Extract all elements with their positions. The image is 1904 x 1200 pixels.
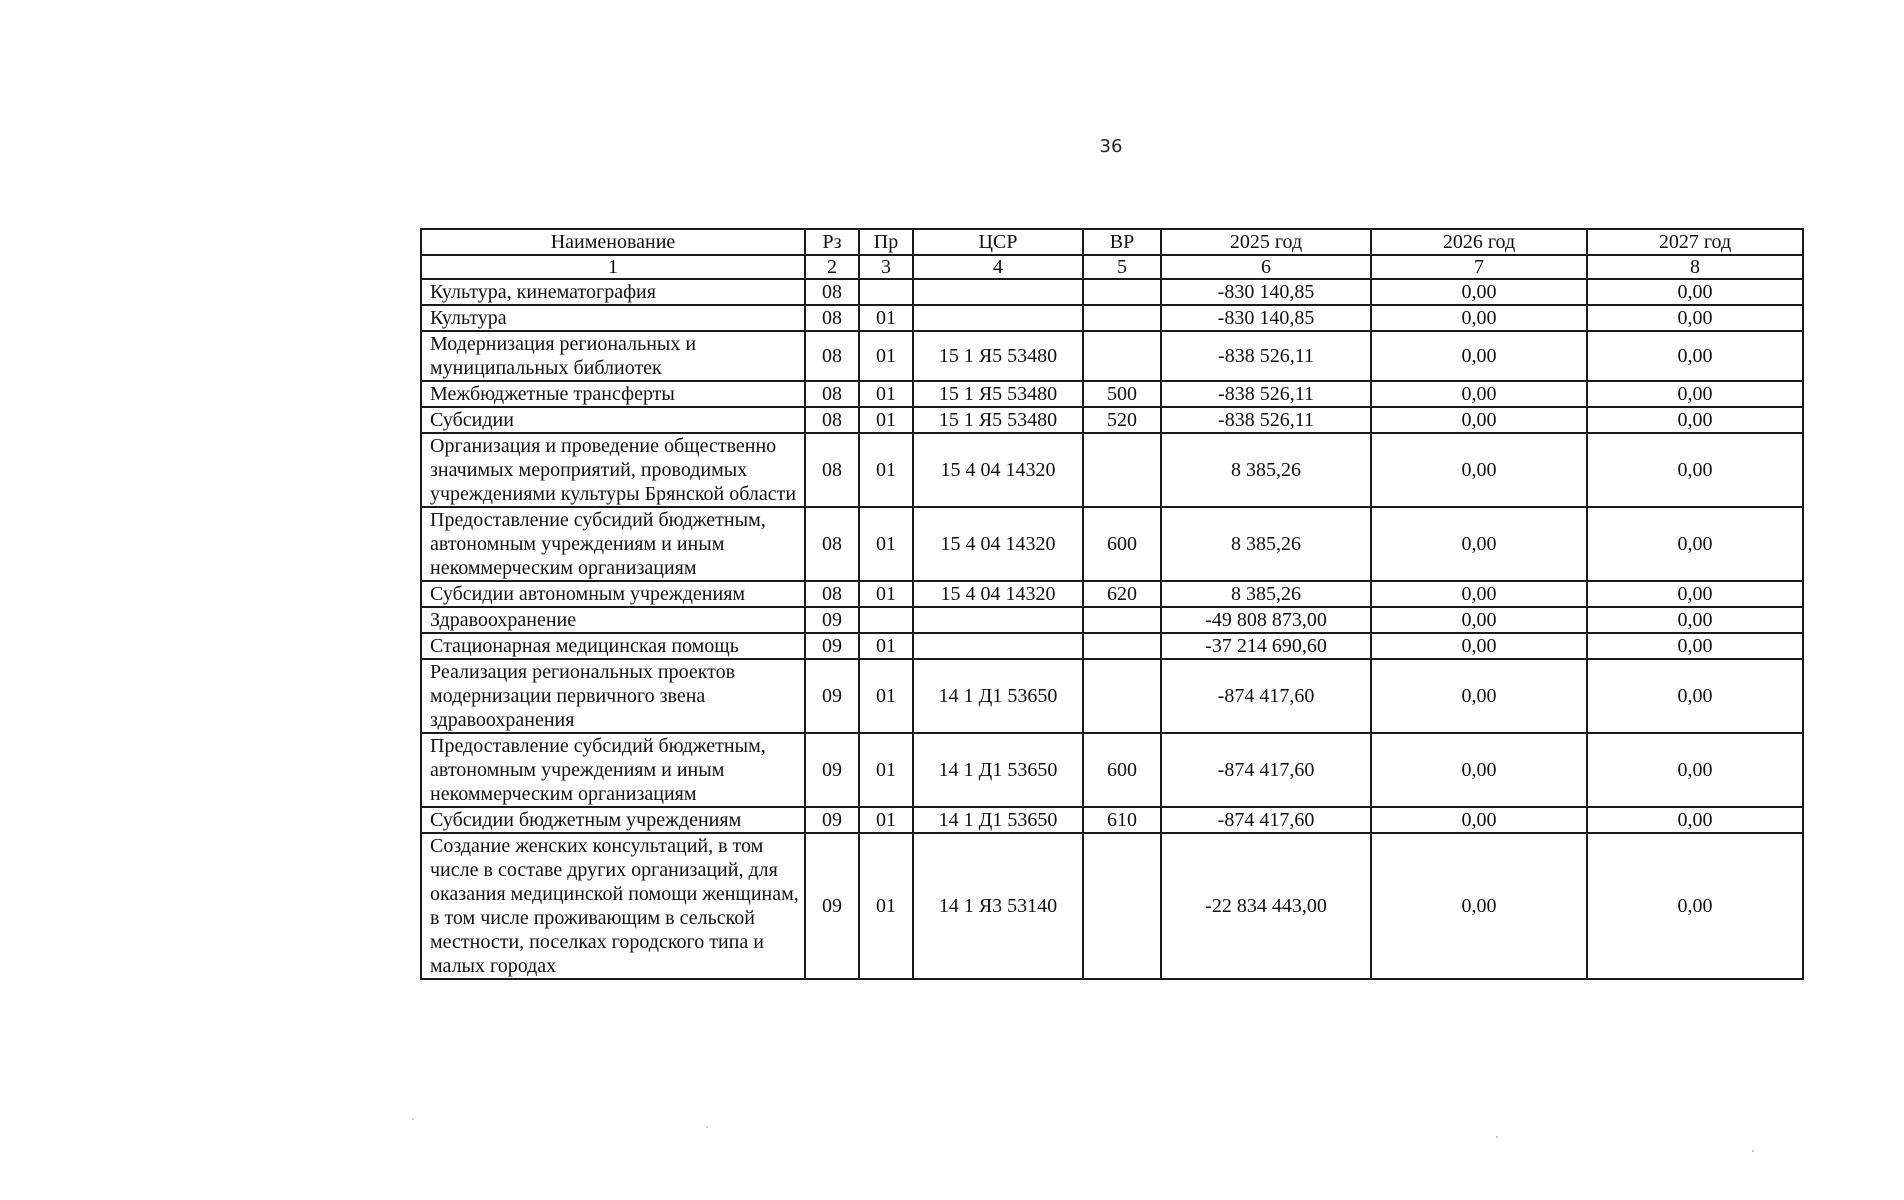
cell-2027: 0,00 bbox=[1587, 279, 1803, 305]
cell-name: Организация и проведение общественно значимых мероприятий, проводимых учреждениями культуры Брянской области bbox=[421, 433, 805, 507]
cell-csr: 15 4 04 14320 bbox=[913, 433, 1083, 507]
cell-name: Субсидии автономным учреждениям bbox=[421, 581, 805, 607]
table-row bbox=[421, 433, 1803, 507]
cell-csr: 14 1 Д1 53650 bbox=[913, 659, 1083, 733]
cell-vr bbox=[1083, 633, 1161, 659]
cell-2026: 0,00 bbox=[1371, 507, 1587, 581]
cell-name: Субсидии бюджетным учреждениям bbox=[421, 807, 805, 833]
cell-pr: 01 bbox=[859, 433, 913, 507]
cell-2025: 8 385,26 bbox=[1161, 507, 1371, 581]
cell-rz: 08 bbox=[805, 381, 859, 407]
cell-2027: 0,00 bbox=[1587, 833, 1803, 979]
cell-name: Реализация региональных проектов модернизации первичного звена здравоохранения bbox=[421, 659, 805, 733]
table-row bbox=[421, 331, 1803, 381]
cell-pr: 01 bbox=[859, 733, 913, 807]
cell-vr bbox=[1083, 607, 1161, 633]
table-row bbox=[421, 279, 1803, 305]
cell-pr: 01 bbox=[859, 833, 913, 979]
cell-2025: -874 417,60 bbox=[1161, 807, 1371, 833]
cell-csr: 14 1 Я3 53140 bbox=[913, 833, 1083, 979]
cell-2027: 0,00 bbox=[1587, 507, 1803, 581]
cell-name: Предоставление субсидий бюджетным, автономным учреждениям и иным некоммерческим организациям bbox=[421, 507, 805, 581]
cell-name: Культура, кинематография bbox=[421, 279, 805, 305]
cell-pr: 01 bbox=[859, 507, 913, 581]
cell-pr: 01 bbox=[859, 407, 913, 433]
cell-2026: 0,00 bbox=[1371, 633, 1587, 659]
cell-csr: 14 1 Д1 53650 bbox=[913, 733, 1083, 807]
cell-2025: -838 526,11 bbox=[1161, 407, 1371, 433]
cell-2025: -838 526,11 bbox=[1161, 381, 1371, 407]
cell-pr: 01 bbox=[859, 807, 913, 833]
cell-csr: 15 1 Я5 53480 bbox=[913, 381, 1083, 407]
cell-2027: 0,00 bbox=[1587, 659, 1803, 733]
cell-2025: -874 417,60 bbox=[1161, 659, 1371, 733]
cell-2026: 0,00 bbox=[1371, 659, 1587, 733]
column-index: 7 bbox=[1371, 255, 1587, 279]
cell-2026: 0,00 bbox=[1371, 279, 1587, 305]
table-row bbox=[421, 733, 1803, 807]
cell-2026: 0,00 bbox=[1371, 331, 1587, 381]
page-number: 36 bbox=[1099, 136, 1123, 157]
cell-rz: 08 bbox=[805, 507, 859, 581]
column-index: 1 bbox=[421, 255, 805, 279]
cell-csr bbox=[913, 607, 1083, 633]
cell-vr: 610 bbox=[1083, 807, 1161, 833]
cell-rz: 08 bbox=[805, 433, 859, 507]
cell-rz: 09 bbox=[805, 659, 859, 733]
header-name: Наименование bbox=[421, 229, 805, 255]
column-index: 8 bbox=[1587, 255, 1803, 279]
cell-rz: 09 bbox=[805, 833, 859, 979]
cell-vr: 600 bbox=[1083, 733, 1161, 807]
scan-speck bbox=[1496, 1136, 1498, 1138]
cell-pr: 01 bbox=[859, 331, 913, 381]
column-index: 4 bbox=[913, 255, 1083, 279]
cell-vr: 600 bbox=[1083, 507, 1161, 581]
cell-rz: 08 bbox=[805, 407, 859, 433]
table-row bbox=[421, 633, 1803, 659]
cell-2027: 0,00 bbox=[1587, 633, 1803, 659]
cell-csr bbox=[913, 305, 1083, 331]
table-row bbox=[421, 407, 1803, 433]
cell-name: Создание женских консультаций, в том числе в составе других организаций, для оказания медицинской помощи женщинам, в том числе проживающим в сельской местности, поселках городского типа и малых городах bbox=[421, 833, 805, 979]
cell-2027: 0,00 bbox=[1587, 407, 1803, 433]
cell-name: Субсидии bbox=[421, 407, 805, 433]
cell-pr: 01 bbox=[859, 305, 913, 331]
cell-2027: 0,00 bbox=[1587, 433, 1803, 507]
cell-csr: 15 4 04 14320 bbox=[913, 507, 1083, 581]
column-index-row bbox=[421, 255, 1803, 279]
budget-table bbox=[420, 228, 1804, 980]
cell-2027: 0,00 bbox=[1587, 607, 1803, 633]
cell-pr: 01 bbox=[859, 659, 913, 733]
cell-vr bbox=[1083, 305, 1161, 331]
cell-vr: 520 bbox=[1083, 407, 1161, 433]
cell-2025: -49 808 873,00 bbox=[1161, 607, 1371, 633]
cell-name: Предоставление субсидий бюджетным, автономным учреждениям и иным некоммерческим организациям bbox=[421, 733, 805, 807]
cell-2027: 0,00 bbox=[1587, 733, 1803, 807]
scan-speck bbox=[706, 1126, 708, 1128]
cell-pr: 01 bbox=[859, 381, 913, 407]
cell-pr bbox=[859, 279, 913, 305]
column-index: 6 bbox=[1161, 255, 1371, 279]
header-csr: ЦСР bbox=[913, 229, 1083, 255]
cell-rz: 08 bbox=[805, 581, 859, 607]
header-2025: 2025 год bbox=[1161, 229, 1371, 255]
cell-vr bbox=[1083, 659, 1161, 733]
table-row bbox=[421, 833, 1803, 979]
cell-name: Межбюджетные трансферты bbox=[421, 381, 805, 407]
cell-rz: 08 bbox=[805, 331, 859, 381]
cell-2025: -830 140,85 bbox=[1161, 279, 1371, 305]
header-2026: 2026 год bbox=[1371, 229, 1587, 255]
cell-2025: -874 417,60 bbox=[1161, 733, 1371, 807]
header-pr: Пр bbox=[859, 229, 913, 255]
scan-speck bbox=[1752, 1150, 1754, 1152]
header-2027: 2027 год bbox=[1587, 229, 1803, 255]
cell-2025: 8 385,26 bbox=[1161, 433, 1371, 507]
cell-2025: -37 214 690,60 bbox=[1161, 633, 1371, 659]
cell-name: Здравоохранение bbox=[421, 607, 805, 633]
cell-2025: -830 140,85 bbox=[1161, 305, 1371, 331]
cell-2027: 0,00 bbox=[1587, 305, 1803, 331]
cell-2026: 0,00 bbox=[1371, 305, 1587, 331]
cell-csr: 15 1 Я5 53480 bbox=[913, 331, 1083, 381]
table-row bbox=[421, 581, 1803, 607]
cell-pr bbox=[859, 607, 913, 633]
cell-rz: 08 bbox=[805, 279, 859, 305]
cell-rz: 08 bbox=[805, 305, 859, 331]
cell-rz: 09 bbox=[805, 733, 859, 807]
cell-name: Стационарная медицинская помощь bbox=[421, 633, 805, 659]
cell-vr bbox=[1083, 331, 1161, 381]
cell-vr: 620 bbox=[1083, 581, 1161, 607]
column-index: 3 bbox=[859, 255, 913, 279]
cell-rz: 09 bbox=[805, 607, 859, 633]
column-index: 5 bbox=[1083, 255, 1161, 279]
column-index: 2 bbox=[805, 255, 859, 279]
cell-2025: -838 526,11 bbox=[1161, 331, 1371, 381]
cell-2027: 0,00 bbox=[1587, 381, 1803, 407]
cell-rz: 09 bbox=[805, 633, 859, 659]
cell-2026: 0,00 bbox=[1371, 381, 1587, 407]
cell-csr: 14 1 Д1 53650 bbox=[913, 807, 1083, 833]
cell-vr bbox=[1083, 279, 1161, 305]
cell-csr bbox=[913, 279, 1083, 305]
cell-rz: 09 bbox=[805, 807, 859, 833]
cell-vr: 500 bbox=[1083, 381, 1161, 407]
cell-2025: -22 834 443,00 bbox=[1161, 833, 1371, 979]
table-row bbox=[421, 381, 1803, 407]
cell-2026: 0,00 bbox=[1371, 733, 1587, 807]
table-row bbox=[421, 807, 1803, 833]
header-rz: Рз bbox=[805, 229, 859, 255]
cell-csr: 15 4 04 14320 bbox=[913, 581, 1083, 607]
cell-2027: 0,00 bbox=[1587, 331, 1803, 381]
cell-pr: 01 bbox=[859, 633, 913, 659]
header-row bbox=[421, 229, 1803, 255]
table-row bbox=[421, 305, 1803, 331]
cell-csr: 15 1 Я5 53480 bbox=[913, 407, 1083, 433]
table-row bbox=[421, 659, 1803, 733]
cell-2027: 0,00 bbox=[1587, 807, 1803, 833]
cell-pr: 01 bbox=[859, 581, 913, 607]
cell-name: Культура bbox=[421, 305, 805, 331]
cell-2027: 0,00 bbox=[1587, 581, 1803, 607]
table-row bbox=[421, 607, 1803, 633]
header-vr: ВР bbox=[1083, 229, 1161, 255]
cell-2026: 0,00 bbox=[1371, 407, 1587, 433]
cell-name: Модернизация региональных и муниципальных библиотек bbox=[421, 331, 805, 381]
cell-vr bbox=[1083, 433, 1161, 507]
cell-2026: 0,00 bbox=[1371, 581, 1587, 607]
cell-2026: 0,00 bbox=[1371, 807, 1587, 833]
cell-2025: 8 385,26 bbox=[1161, 581, 1371, 607]
cell-2026: 0,00 bbox=[1371, 607, 1587, 633]
table-row bbox=[421, 507, 1803, 581]
scan-speck bbox=[412, 1118, 414, 1120]
cell-csr bbox=[913, 633, 1083, 659]
cell-vr bbox=[1083, 833, 1161, 979]
cell-2026: 0,00 bbox=[1371, 433, 1587, 507]
cell-2026: 0,00 bbox=[1371, 833, 1587, 979]
